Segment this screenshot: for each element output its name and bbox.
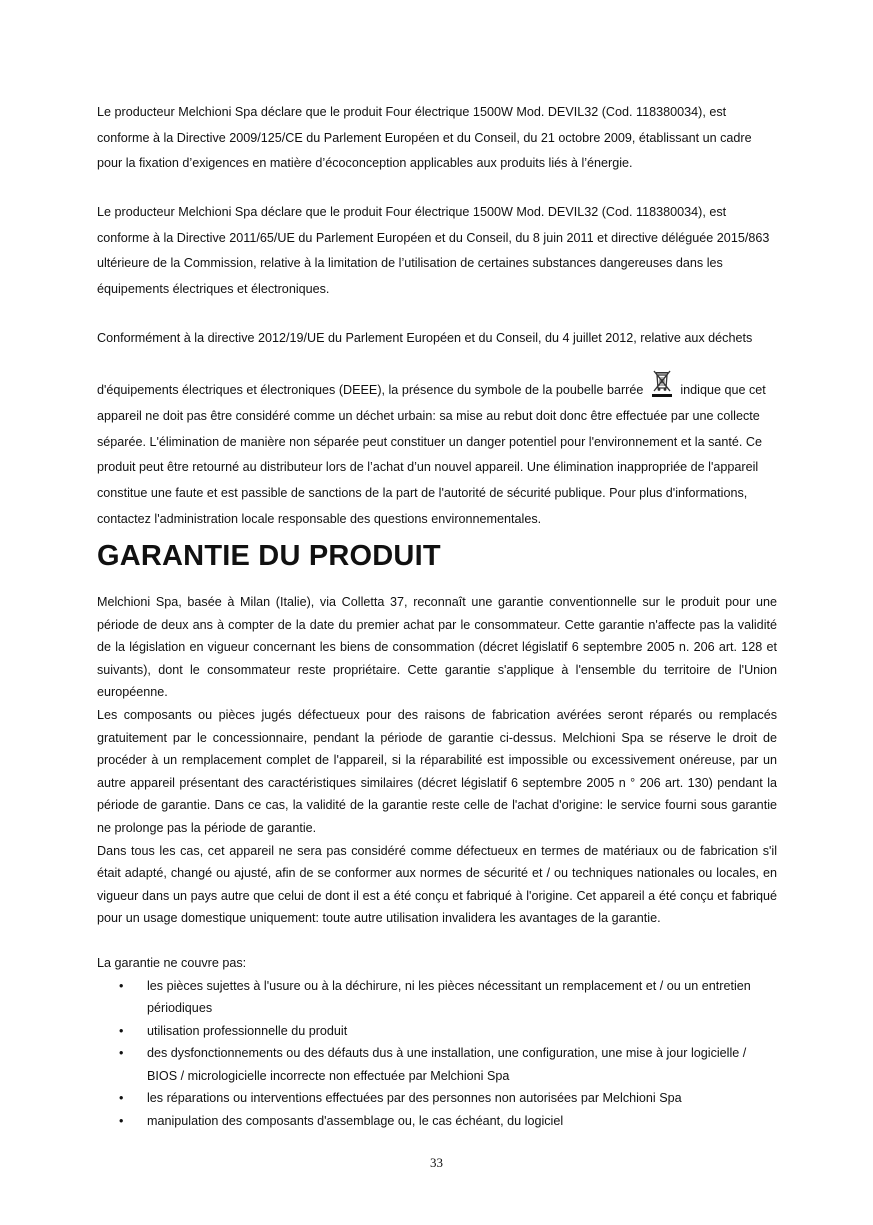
bullet: • [119, 978, 124, 993]
list-item: • des dysfonctionnements ou des défauts dus à une installation, une configuration, une mise à jour logicielle / BIOS / micrologicielle incorrecte non effectuée par Melchioni Spa [97, 1042, 777, 1087]
bullet: • [119, 1091, 124, 1106]
bullet: • [119, 1046, 124, 1061]
weee-intro-line: Conformément à la directive 2012/19/UE du Parlement Européen et du Conseil, du 4 juillet 2012, relative aux déchets [97, 331, 753, 345]
weee-text-before-icon: d'équipements électriques et électroniques (DEEE), la présence du symbole de la poubelle barrée [97, 383, 644, 397]
weee-paragraph [97, 370, 777, 533]
declaration-rohs: Le producteur Melchioni Spa déclare que le produit Four électrique 1500W Mod. DEVIL32 (Cod. 118380034), est conforme à la Directive 2011/65/UE du Parlement Européen et du Conseil, du 8 juin 2011 et directive déléguée 2015/863 ultérieure de la Commission, relative à la limitation de l’utilisation de certaines substances dangereuses dans les équipements électriques et électroniques. [97, 205, 770, 296]
list-item: • les pièces sujettes à l'usure ou à la déchirure, ni les pièces nécessitant un remplacement et / ou un entretien périodiques [97, 975, 777, 1020]
not-covered-list [97, 975, 777, 1133]
warranty-paragraph: Melchioni Spa, basée à Milan (Italie), via Colletta 37, reconnaît une garantie conventionnelle sur le produit pour une période de deux ans à compter de la date du premier achat par le consommateur. Cette garantie n'affecte pas la validité de la législation en vigueur concernant les biens de consommation (décret législatif 6 septembre 2005 n. 206 art. 128 et suivants), dont le consommateur reste propriétaire. Cette garantie s'applique à l'ensemble du territoire de l'Union européenne. [97, 595, 777, 700]
list-item: • manipulation des composants d'assemblage ou, le cas échéant, du logiciel [97, 1110, 777, 1133]
warranty-paragraph: Dans tous les cas, cet appareil ne sera pas considéré comme défectueux en termes de matériaux ou de fabrication s'il était adapté, changé ou ajusté, afin de se conformer aux normes de sécurité et / ou techniques nationales ou locales, en vigueur dans un pays autre que celui de dont il est a été conçu et fabriqué à l'origine. Cet appareil a été conçu et fabriqué pour un usage domestique uniquement: toute autre utilisation invalidera les avantages de la garantie. [97, 843, 777, 926]
page-number: 33 [430, 1155, 443, 1170]
warranty-paragraph: Les composants ou pièces jugés défectueux pour des raisons de fabrication avérées seront réparés ou remplacés gratuitement par le concessionnaire, pendant la période de garantie ci-dessus. Melchioni Spa se réserve le droit de procéder à un remplacement complet de l'appareil, si la réparabilité est impossible ou excessivement onéreuse, par un autre appareil présentant des caractéristiques similaires (décret législatif 6 septembre 2005 n ° 206 art. 130) pendant la période de garantie. Dans ce cas, la validité de la garantie reste celle de l'achat d'origine: le service fourni sous garantie ne prolonge pas la période de garantie. [97, 707, 777, 835]
list-item: • utilisation professionnelle du produit [97, 1020, 777, 1043]
warranty-body [97, 591, 777, 1133]
list-item: • les réparations ou interventions effectuées par des personnes non autorisées par Melchioni Spa [97, 1087, 777, 1110]
not-covered-intro: La garantie ne couvre pas: [97, 955, 247, 970]
bullet: • [119, 1114, 124, 1129]
weee-text-after-icon: indique que cet appareil ne doit pas être considéré comme un déchet urbain: sa mise au rebut doit donc être effectuée par une collecte séparée. L'élimination de manière non séparée peut constituer un danger potentiel pour l'environnement et la santé. Ce produit peut être retourné au distributeur lors de l’achat d’un nouvel appareil. Une élimination inappropriée de l'appareil constitue une faute et est passible de sanctions de la part de l'autorité de sécurité publique. Pour plus d'informations, contactez l'administration locale responsable des questions environnementales. [97, 383, 766, 526]
crossed-out-wheelie-bin-icon [649, 370, 675, 398]
bullet: • [119, 1023, 124, 1038]
warranty-heading: GARANTIE DU PRODUIT [97, 540, 441, 572]
declaration-ecodesign: Le producteur Melchioni Spa déclare que le produit Four électrique 1500W Mod. DEVIL32 (Cod. 118380034), est conforme à la Directive 2009/125/CE du Parlement Européen et du Conseil, du 21 octobre 2009, établissant un cadre pour la fixation d’exigences en matière d’écoconception applicables aux produits liés à l’énergie. [97, 105, 752, 170]
